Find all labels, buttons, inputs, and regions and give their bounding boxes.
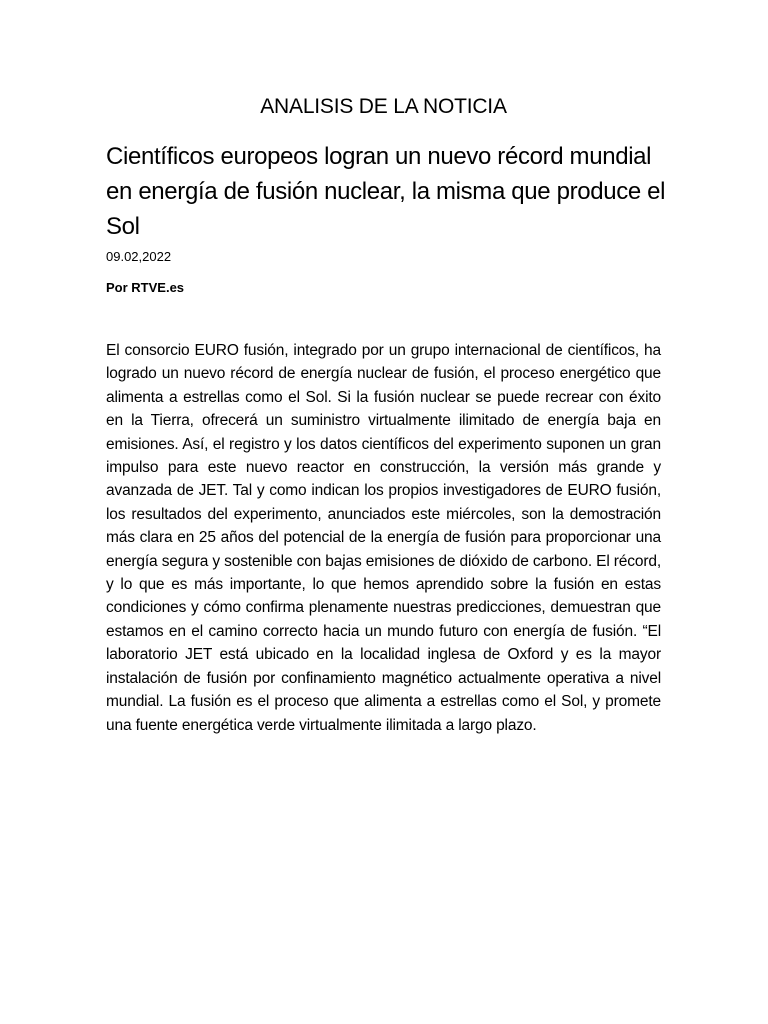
article-byline: Por RTVE.es [106,280,185,295]
article-date: 09.02,2022 [106,249,172,264]
document-heading: ANALISIS DE LA NOTICIA [260,95,507,118]
article-headline: Científicos europeos logran un nuevo récord mundial en energía de fusión nuclear, la misma que produce el Sol [106,143,666,240]
article-body: El consorcio EURO fusión, integrado por un grupo internacional de científicos, ha logrado un nuevo récord de energía nuclear de fusión, el proceso energético que alimenta a estrellas como el Sol. Si la fusión nuclear se puede recrear con éxito en la Tierra, ofrecerá un suministro virtualmente ilimitado de energía baja en emisiones. Así, el registro y los datos científicos del experimento suponen un gran impulso para este nuevo reactor en construcción, la versión más grande y avanzada de JET. Tal y como indican los propios investigadores de EURO fusión, los resultados del experimento, anunciados este miércoles, son la demostración más clara en 25 años del potencial de la energía de fusión para proporcionar una energía segura y sostenible con bajas emisiones de dióxido de carbono. El récord, y lo que es más importante, lo que hemos aprendido sobre la fusión en estas condiciones y cómo confirma plenamente nuestras predicciones, demuestran que estamos en el camino correcto hacia un mundo futuro con energía de fusión. “El laboratorio JET está ubicado en la localidad inglesa de Oxford y es la mayor instalación de fusión por confinamiento magnético actualmente operativa a nivel mundial. La fusión es el proceso que alimenta a estrellas como el Sol, y promete una fuente energética verde virtualmente ilimitada a largo plazo. [106,342,661,734]
